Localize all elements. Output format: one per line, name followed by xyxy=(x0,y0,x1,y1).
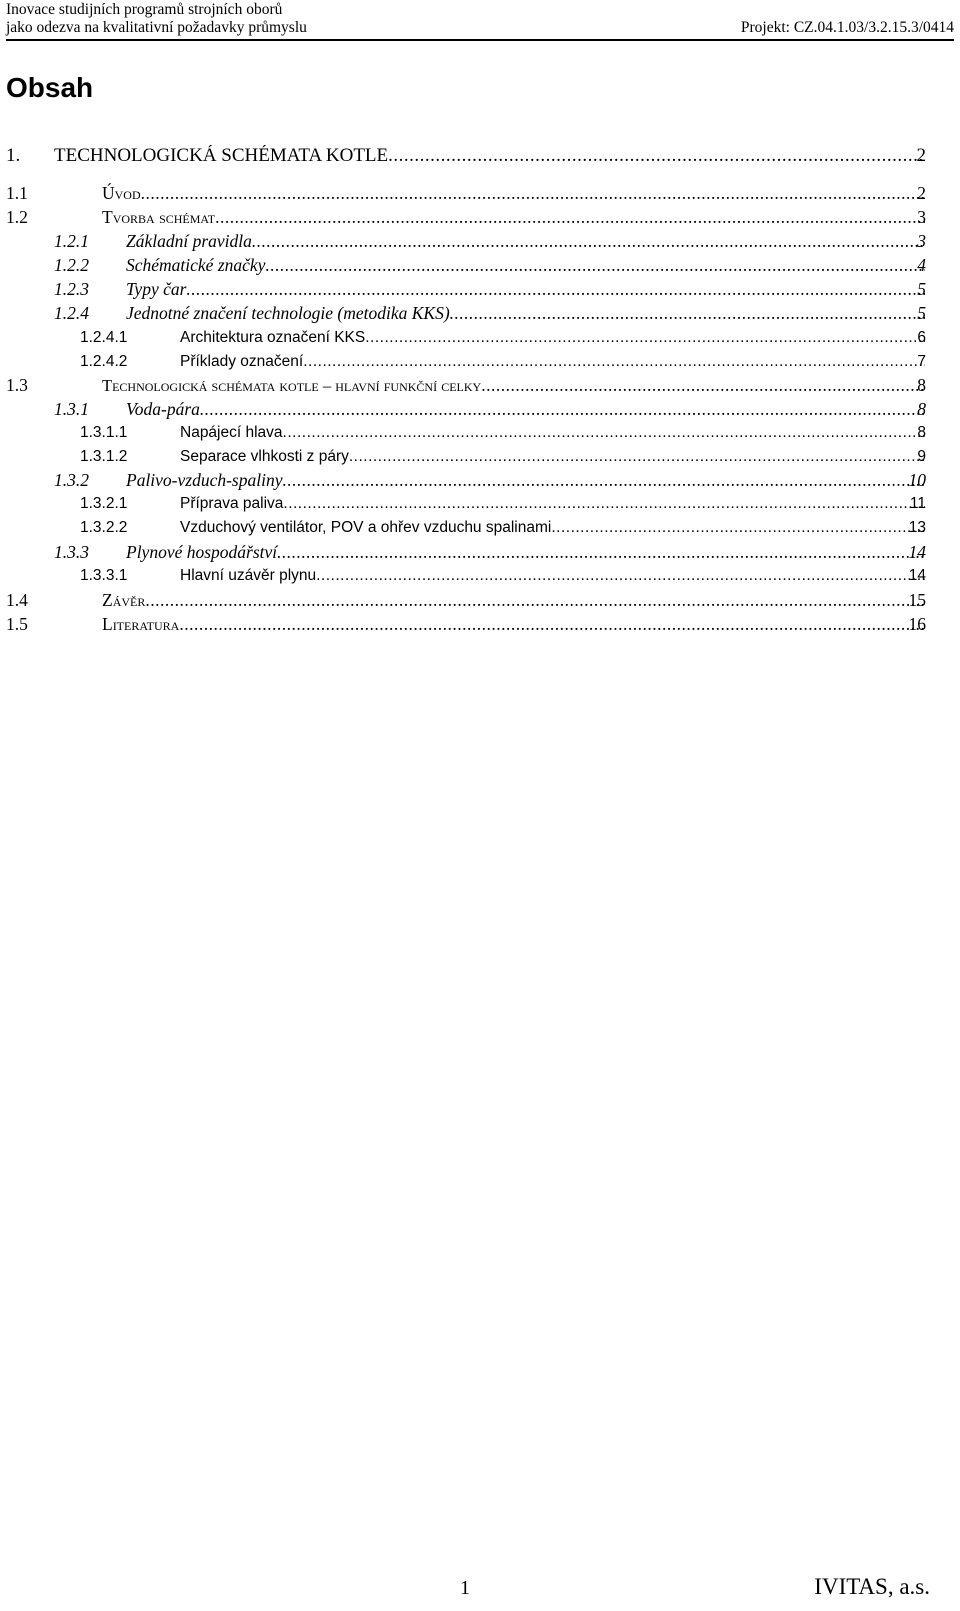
toc-page: 8 xyxy=(917,375,926,395)
header-program-line: Inovace studijních programů strojních oborů xyxy=(6,1,283,18)
toc-page: 8 xyxy=(917,424,926,441)
toc-leader xyxy=(388,145,925,167)
footer-company: IVITAS, a.s. xyxy=(814,1574,930,1599)
toc-title: Schématické značky xyxy=(126,255,266,275)
footer-page-number: 1 xyxy=(460,1577,470,1599)
toc-title: Úvod xyxy=(102,183,141,203)
toc-number: 1.5 xyxy=(6,614,28,634)
toc-leader xyxy=(450,302,925,324)
toc-entry-1-5[interactable] xyxy=(0,613,960,637)
toc-entry-1-1[interactable] xyxy=(0,182,960,206)
toc-title: Plynové hospodářství xyxy=(126,542,278,562)
toc-leader xyxy=(252,230,925,252)
toc-number: 1.3.1.1 xyxy=(80,424,128,441)
toc-page: 5 xyxy=(917,279,926,299)
toc-number: 1.2.1 xyxy=(54,231,89,251)
toc-page: 2 xyxy=(916,145,926,166)
toc-leader xyxy=(215,206,925,228)
toc-entry-1-2[interactable] xyxy=(0,206,960,230)
toc-title: Literatura xyxy=(102,614,180,634)
toc-number: 1.4 xyxy=(6,590,28,610)
toc-leader xyxy=(316,566,925,586)
toc-number: 1.3.2 xyxy=(54,470,89,490)
toc-entry-1-2-4[interactable] xyxy=(0,302,960,326)
page-header xyxy=(6,0,954,41)
toc-page: 14 xyxy=(908,567,926,584)
toc-title: Voda-pára xyxy=(126,399,200,419)
toc-number: 1.3.2.2 xyxy=(80,519,128,536)
toc-leader xyxy=(551,518,925,538)
toc-leader xyxy=(303,352,925,372)
header-program-subline: jako odezva na kvalitativní požadavky průmyslu xyxy=(6,19,307,36)
toc-number: 1.3.1.2 xyxy=(80,448,128,465)
toc-entry-1-3-3[interactable] xyxy=(0,541,960,565)
toc-entry-1-3-1[interactable] xyxy=(0,398,960,422)
toc-leader xyxy=(365,328,925,348)
toc-number: 1.3.2.1 xyxy=(80,495,128,512)
toc-page: 7 xyxy=(917,353,926,370)
toc-number: 1.2.4 xyxy=(54,303,89,323)
toc-number: 1.3 xyxy=(6,375,28,395)
toc-entry-1-2-4-1[interactable] xyxy=(0,328,960,352)
toc-leader xyxy=(277,541,925,563)
toc-page: 15 xyxy=(908,590,926,610)
toc-leader xyxy=(282,469,925,491)
toc-title: Příprava paliva xyxy=(180,495,284,512)
toc-number: 1.1 xyxy=(6,183,28,203)
toc-number: 1.3.1 xyxy=(54,399,89,419)
toc-leader xyxy=(349,447,925,467)
toc-leader xyxy=(179,613,925,635)
toc-entry-1-2-4-2[interactable] xyxy=(0,352,960,376)
toc-leader xyxy=(283,423,925,443)
toc-number: 1.2 xyxy=(6,207,28,227)
toc-leader xyxy=(200,398,925,420)
toc-entry-1-3-3-1[interactable] xyxy=(0,566,960,590)
toc-number: 1. xyxy=(6,145,21,166)
toc-page: 11 xyxy=(909,495,926,512)
toc-number: 1.3.3.1 xyxy=(80,567,128,584)
toc-leader xyxy=(283,494,925,514)
toc-leader xyxy=(186,278,925,300)
toc-title: Technologická schémata kotle – hlavní funkční celky xyxy=(102,376,482,395)
toc-number: 1.2.2 xyxy=(54,255,89,275)
toc-title: Jednotné značení technologie (metodika KKS) xyxy=(126,303,450,323)
toc-page: 4 xyxy=(917,255,926,275)
toc-title: Hlavní uzávěr plynu xyxy=(180,567,317,584)
toc-entry-1-3[interactable] xyxy=(0,374,960,398)
toc-title: TECHNOLOGICKÁ SCHÉMATA KOTLE xyxy=(54,145,389,166)
toc-page: 2 xyxy=(917,183,926,203)
toc-entry-1-3-1-1[interactable] xyxy=(0,423,960,447)
toc-number: 1.2.3 xyxy=(54,279,89,299)
toc-title: Napájecí hlava xyxy=(180,424,283,441)
toc-title: Typy čar xyxy=(126,279,187,299)
toc-number: 1.2.4.1 xyxy=(80,329,128,346)
toc-entry-1-3-1-2[interactable] xyxy=(0,447,960,471)
toc-title: Vzduchový ventilátor, POV a ohřev vzduchu spalinami xyxy=(180,519,552,536)
toc-entry-1-2-2[interactable] xyxy=(0,254,960,278)
toc-leader xyxy=(141,182,925,204)
toc-entry-1-4[interactable] xyxy=(0,589,960,613)
toc-number: 1.2.4.2 xyxy=(80,353,128,370)
toc-leader xyxy=(145,589,925,611)
toc-title: Separace vlhkosti z páry xyxy=(180,448,349,465)
header-project-code: Projekt: CZ.04.1.03/3.2.15.3/0414 xyxy=(740,19,954,36)
toc-page: 8 xyxy=(917,399,926,419)
toc-page: 3 xyxy=(917,231,926,251)
toc-leader xyxy=(265,254,925,276)
toc-title: Příklady označení xyxy=(180,353,304,370)
toc-entry-1-3-2[interactable] xyxy=(0,469,960,493)
toc-entry-1-2-3[interactable] xyxy=(0,278,960,302)
toc-entry-1[interactable] xyxy=(0,145,960,169)
toc-page: 13 xyxy=(908,519,926,536)
toc-page: 16 xyxy=(908,614,926,634)
toc-title: Základní pravidla xyxy=(126,231,252,251)
toc-entry-1-3-2-2[interactable] xyxy=(0,518,960,542)
toc-title: Palivo-vzduch-spaliny xyxy=(126,470,283,490)
toc-page: 14 xyxy=(908,542,926,562)
toc-title: Architektura označení KKS xyxy=(180,329,366,346)
toc-title: Tvorba schémat xyxy=(102,207,216,227)
toc-title: Závěr xyxy=(102,590,146,610)
toc-page: 9 xyxy=(917,448,926,465)
toc-leader xyxy=(481,374,925,396)
toc-page: 3 xyxy=(917,207,926,227)
page-title: Obsah xyxy=(6,72,94,103)
toc-number: 1.3.3 xyxy=(54,542,89,562)
toc-page: 6 xyxy=(917,329,926,346)
toc-entry-1-2-1[interactable] xyxy=(0,230,960,254)
toc-page: 5 xyxy=(917,303,926,323)
toc-page: 10 xyxy=(908,470,926,490)
toc-entry-1-3-2-1[interactable] xyxy=(0,494,960,518)
